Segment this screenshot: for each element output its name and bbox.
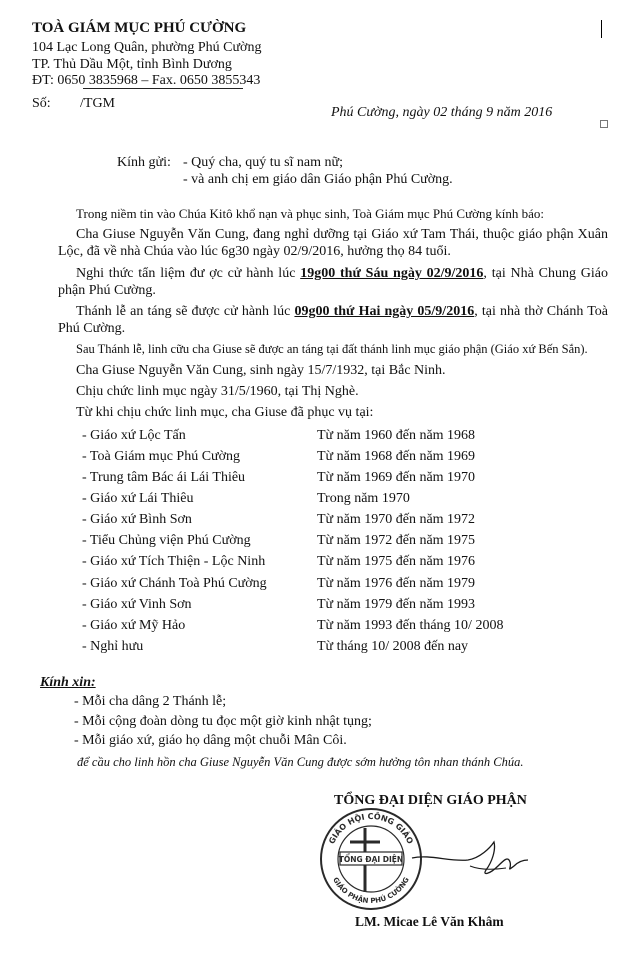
signatory-title: TỔNG ĐẠI DIỆN GIÁO PHẬN: [334, 793, 527, 808]
intro-paragraph: Trong niềm tin vào Chúa Kitô khổ nạn và phục sinh, Toà Giám mục Phú Cường kính báo:: [76, 206, 544, 221]
vigil-text-after: , tại Nhà Chung Giáo phận Phú Cường.: [58, 266, 608, 298]
address-line-1: 104 Lạc Long Quân, phường Phú Cường: [32, 40, 262, 55]
assignment-place: - Trung tâm Bác ái Lái Thiêu: [82, 470, 246, 485]
assignment-place: - Giáo xứ Vinh Sơn: [82, 597, 192, 612]
assignment-place: - Nghỉ hưu: [82, 639, 144, 654]
address-line-2: TP. Thủ Dầu Một, tỉnh Bình Dương: [32, 57, 232, 72]
assignment-place: - Giáo xứ Bình Sơn: [82, 512, 192, 527]
assignment-period: Từ năm 1960 đến năm 1968: [317, 428, 476, 443]
death-notice-paragraph: Cha Giuse Nguyễn Văn Cung, đang nghỉ dưỡng tại Giáo xứ Tam Thái, thuộc giáo phận Xuân Lộc, đã về nhà Chúa vào lúc 6g30 ngày 02/9/2016, hưởng thọ 84 tuổi.: [58, 227, 608, 259]
seal-center-text: TỔNG ĐẠI DIỆN: [338, 855, 404, 864]
svg-text:GIÁO HỘI CÔNG GIÁO: [327, 810, 415, 846]
assignment-period: Từ năm 1976 đến năm 1979: [317, 576, 476, 591]
assignment-period: Từ năm 1979 đến năm 1993: [317, 597, 476, 612]
assignment-place: - Giáo xứ Tích Thiện - Lộc Ninh: [82, 554, 266, 569]
assignment-place: - Giáo xứ Mỹ Hảo: [82, 618, 186, 633]
recipients-label: Kính gửi:: [117, 155, 171, 170]
request-item: - Mỗi cha dâng 2 Thánh lễ;: [74, 694, 227, 709]
assignment-place: - Giáo xứ Chánh Toà Phú Cường: [82, 576, 267, 591]
vigil-time: 19g00 thứ Sáu ngày 02/9/2016: [300, 266, 484, 281]
assignment-place: - Toà Giám mục Phú Cường: [82, 449, 241, 464]
date-line: Phú Cường, ngày 02 tháng 9 năm 2016: [331, 105, 553, 120]
service-intro-paragraph: Từ khi chịu chức linh mục, cha Giuse đã phục vụ tại:: [76, 405, 374, 420]
assignment-place: - Giáo xứ Lái Thiêu: [82, 491, 194, 506]
assignment-period: Trong năm 1970: [317, 491, 410, 506]
anchor-box-icon: [600, 120, 608, 128]
assignment-period: Từ tháng 10/ 2008 đến nay: [317, 639, 469, 654]
recipient-line-1: - Quý cha, quý tu sĩ nam nữ;: [183, 155, 344, 170]
assignment-place: - Tiểu Chủng viện Phú Cường: [82, 533, 251, 548]
official-seal-icon: [318, 806, 424, 912]
org-name: TOÀ GIÁM MỤC PHÚ CƯỜNG: [32, 20, 247, 36]
seal-top-text: GIÁO HỘI CÔNG GIÁO: [327, 811, 415, 846]
recipient-line-2: - và anh chị em giáo dân Giáo phận Phú Cường.: [183, 172, 453, 187]
request-item: - Mỗi cộng đoàn dòng tu đọc một giờ kinh nhật tụng;: [74, 714, 372, 729]
funeral-text-after: , tại nhà thờ Chánh Toà Phú Cường.: [58, 304, 608, 336]
requests-label: Kính xin:: [40, 675, 96, 690]
vigil-paragraph: [58, 265, 608, 299]
phone-fax-line: ĐT: 0650 3835968 – Fax. 0650 3855343: [32, 73, 261, 88]
burial-paragraph: Sau Thánh lễ, linh cữu cha Giuse sẽ được an táng tại đất thánh linh mục giáo phận (Giáo xứ Bến Sắn).: [76, 342, 588, 356]
request-item: - Mỗi giáo xứ, giáo họ dâng một chuỗi Mân Côi.: [74, 733, 347, 748]
reference-number-suffix: /TGM: [80, 96, 115, 111]
reference-number-label: Số:: [32, 96, 51, 111]
birth-paragraph: Cha Giuse Nguyễn Văn Cung, sinh ngày 15/7/1932, tại Bắc Ninh.: [76, 363, 446, 378]
funeral-time: 09g00 thứ Hai ngày 05/9/2016: [294, 304, 475, 319]
assignment-period: Từ năm 1969 đến năm 1970: [317, 470, 476, 485]
assignment-place: - Giáo xứ Lộc Tấn: [82, 428, 186, 443]
funeral-paragraph: [58, 303, 608, 337]
signatory-name: LM. Micae Lê Văn Khâm: [355, 914, 504, 929]
vigil-text-before: Nghi thức tẩn liệm đư ợc cử hành lúc: [76, 266, 301, 281]
assignment-period: Từ năm 1975 đến năm 1976: [317, 554, 476, 569]
text-cursor-mark: [601, 20, 602, 38]
assignment-period: Từ năm 1968 đến năm 1969: [317, 449, 476, 464]
assignment-period: Từ năm 1993 đến tháng 10/ 2008: [317, 618, 504, 633]
assignment-period: Từ năm 1970 đến năm 1972: [317, 512, 476, 527]
funeral-text-before: Thánh lễ an táng sẽ được cử hành lúc: [76, 304, 295, 319]
handwritten-signature-icon: [410, 836, 530, 882]
ordination-paragraph: Chịu chức linh mục ngày 31/5/1960, tại Thị Nghè.: [76, 384, 359, 399]
closing-line: để cầu cho linh hồn cha Giuse Nguyễn Văn Cung được sớm hưởng tôn nhan thánh Chúa.: [77, 755, 524, 769]
header-underline: [83, 88, 243, 89]
seal-bottom-text: GIÁO PHẬN PHÚ CƯỜNG: [331, 876, 411, 906]
assignment-period: Từ năm 1972 đến năm 1975: [317, 533, 476, 548]
